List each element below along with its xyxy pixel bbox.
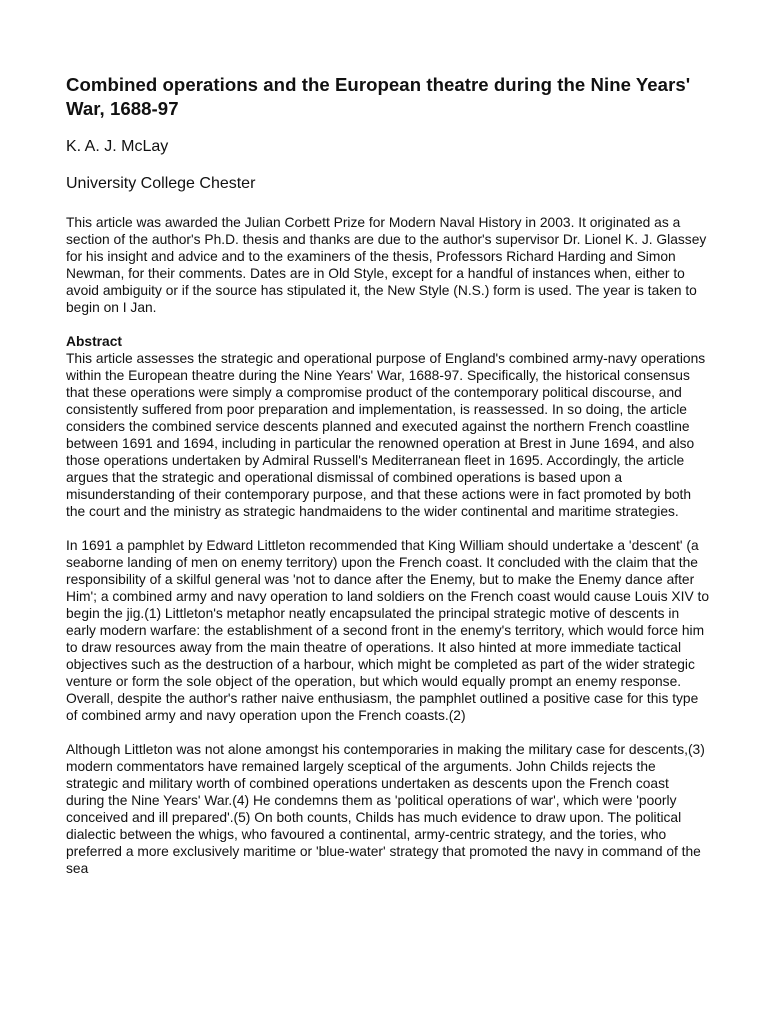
body-paragraph-2: Although Littleton was not alone amongst his contemporaries in making the military case for descents,(3) modern commentators have remained largely sceptical of the arguments. John Childs rejects the strategic and military worth of combined operations undertaken as descents upon the French coast during the Nine Years' War.(4) He condemns them as 'political operations of war', which were 'poorly conceived and ill prepared'.(5) On both counts, Childs has much evidence to draw upon. The political dialectic between the whigs, who favoured a continental, army-centric strategy, and the tories, who preferred a more exclusively maritime or 'blue-water' strategy that promoted the navy in command of the sea [66,742,705,876]
article-title: Combined operations and the European theatre during the Nine Years' War, 1688-97 [66,74,691,119]
body-paragraph-1: In 1691 a pamphlet by Edward Littleton recommended that King William should undertake a 'descent' (a seaborne landing of men on enemy territory) upon the French coast. It concluded with the claim that the responsibility of a skilful general was 'not to dance after the Enemy, but to make the Enemy dance after Him'; a combined army and navy operation to land soldiers on the French coast would cause Louis XIV to begin the jig.(1) Littleton's metaphor neatly encapsulated the principal strategic motive of descents in early modern warfare: the establishment of a second front in the enemy's territory, which would force him to draw resources away from the main theatre of operations. It also hinted at more immediate tactical objectives such as the destruction of a harbour, which might be completed as part of the wider strategic venture or form the sole object of the operation, but which would equally prompt an enemy response. Overall, despite the author's rather naive enthusiasm, the pamphlet outlined a positive case for this type of combined army and navy operation upon the French coasts.(2) [66,538,710,723]
acknowledgement-note: This article was awarded the Julian Corbett Prize for Modern Naval History in 2003. It originated as a section of the author's Ph.D. thesis and thanks are due to the author's supervisor Dr. Lionel K. J. Glassey for his insight and advice and to the examiners of the thesis, Professors Richard Harding and Simon Newman, for their comments. Dates are in Old Style, except for a handful of instances when, either to avoid ambiguity or if the source has stipulated it, the New Style (N.S.) form is used. The year is taken to begin on I Jan. [66,215,707,315]
author-affiliation: University College Chester [66,175,256,192]
author-name: K. A. J. McLay [66,138,169,155]
abstract-heading: Abstract [66,334,122,349]
abstract-text: This article assesses the strategic and operational purpose of England's combined army-navy operations within the European theatre during the Nine Years' War, 1688-97. Specifically, the historical consensus that these operations were simply a compromise product of the contemporary political discourse, and consistently suffered from poor preparation and implementation, is reassessed. In so doing, the article considers the combined service descents planned and executed against the northern French coastline between 1691 and 1694, including in particular the renowned operation at Brest in June 1694, and also those operations undertaken by Admiral Russell's Mediterranean fleet in 1695. Accordingly, the article argues that the strategic and operational dismissal of combined operations is based upon a misunderstanding of their contemporary purpose, and that these actions were in fact promoted by both the court and the ministry as strategic handmaidens to the wider continental and maritime strategies. [66,351,706,519]
